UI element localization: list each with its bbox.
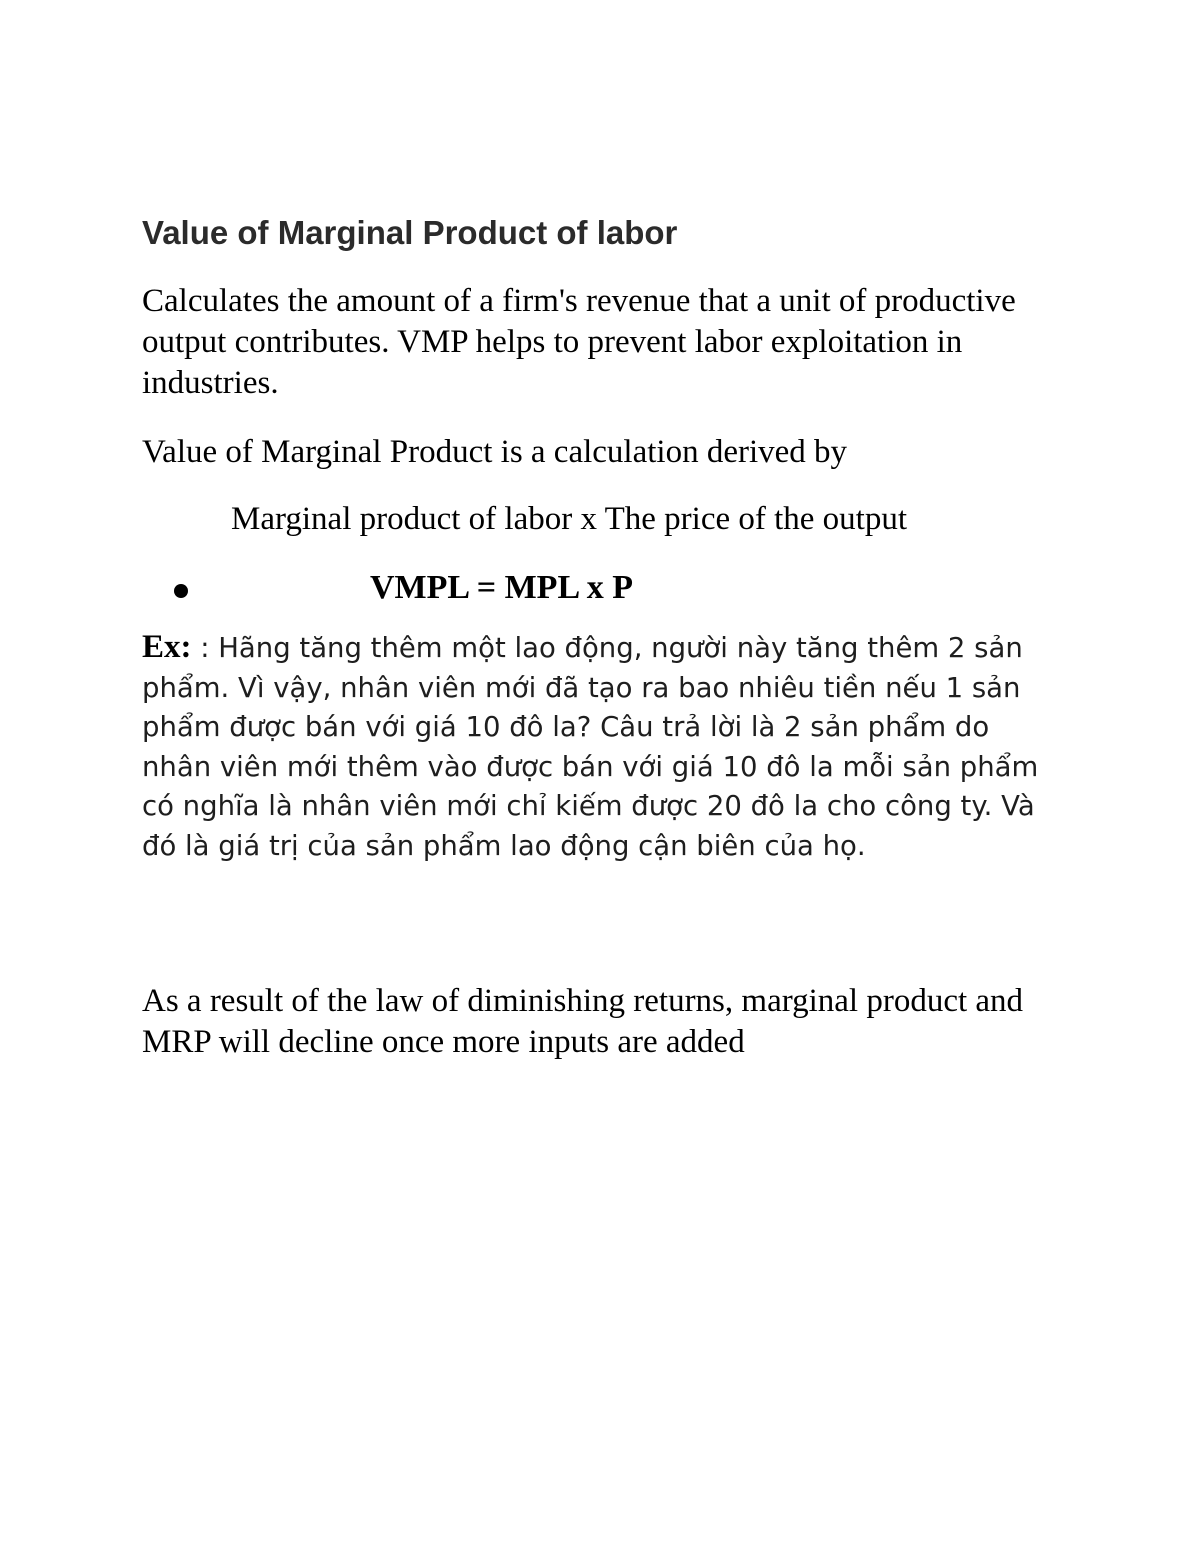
- intro-paragraph: Calculates the amount of a firm's revenue that a unit of productive output contributes. VMP helps to prevent labor exploitation in industries.: [142, 283, 1016, 401]
- result-paragraph: As a result of the law of diminishing returns, marginal product and MRP will decline once more inputs are added: [142, 983, 1024, 1060]
- example-paragraph: [142, 628, 1062, 866]
- derived-by-paragraph: Value of Marginal Product is a calculation derived by: [142, 434, 848, 470]
- bullet-icon: [174, 584, 188, 598]
- formula-in-words: Marginal product of labor x The price of the output: [231, 501, 908, 537]
- example-label: Ex:: [142, 629, 192, 665]
- formula-list-item: [0, 566, 1200, 610]
- example-text: : Hãng tăng thêm một lao động, người này tăng thêm 2 sản phẩm. Vì vậy, nhân viên mới đã tạo ra bao nhiêu tiền nếu 1 sản phẩm được bán với giá 10 đô la? Câu trả lời là 2 sản phẩm do nhân viên mới thêm vào được bán với giá 10 đô la mỗi sản phẩm có nghĩa là nhân viên mới chỉ kiếm được 20 đô la cho công ty. Và đó là giá trị của sản phẩm lao động cận biên của họ.: [142, 632, 1039, 862]
- document-heading: Value of Marginal Product of labor: [142, 214, 678, 251]
- vmpl-formula: VMPL = MPL x P: [370, 569, 634, 606]
